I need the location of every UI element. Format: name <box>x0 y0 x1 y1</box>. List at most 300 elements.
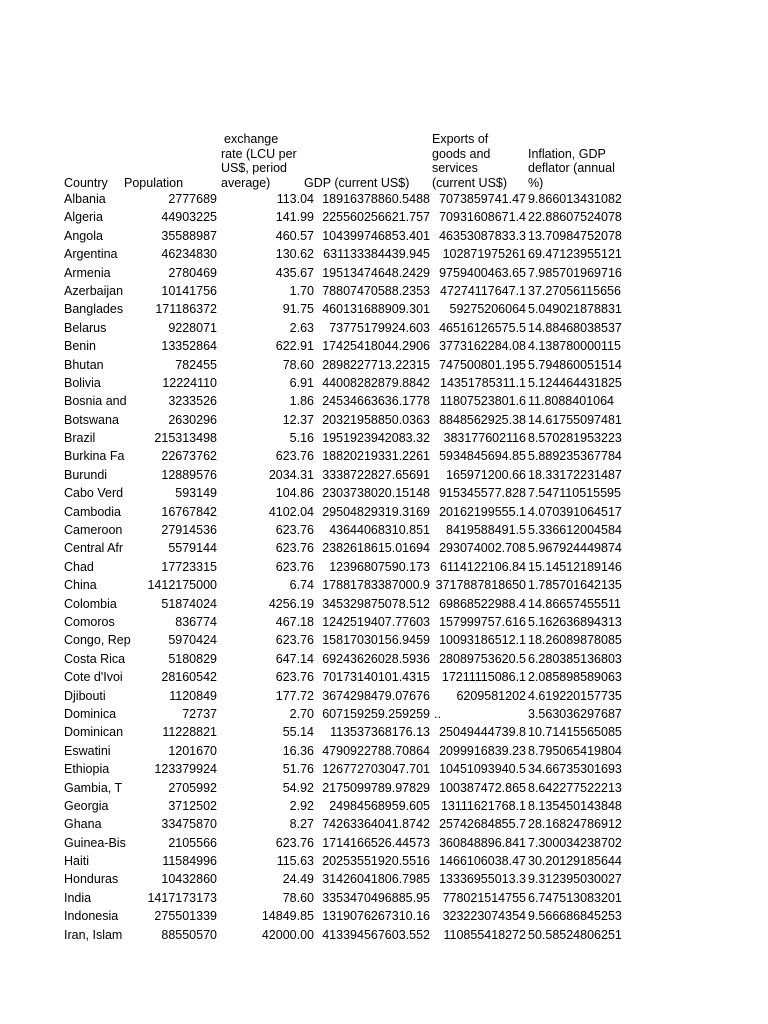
cell-country: Comoros <box>64 614 115 629</box>
cell-population: 2780469 <box>168 265 217 280</box>
cell-gdp: 73775179924.603 <box>329 320 430 335</box>
cell-gdp: 3338722827.65691 <box>322 467 430 482</box>
cell-exchange-rate: 91.75 <box>282 302 314 317</box>
cell-exports: 46516126575.5 <box>439 320 526 335</box>
cell-exchange-rate: 8.27 <box>289 817 314 832</box>
cell-gdp: 24984568959.605 <box>329 798 430 813</box>
cell-country: Chad <box>64 559 94 574</box>
cell-exchange-rate: 55.14 <box>282 725 314 740</box>
cell-population: 11584996 <box>162 854 217 869</box>
cell-country: Albania <box>64 192 106 206</box>
cell-inflation: 30.20129185644 <box>528 854 622 869</box>
cell-exports: 46353087833.3 <box>439 228 526 243</box>
cell-gdp: 43644068310.851 <box>329 523 430 538</box>
cell-gdp: 19513474648.2429 <box>322 265 430 280</box>
cell-gdp: 15817030156.9459 <box>322 633 430 648</box>
cell-inflation: 11.8088401064 <box>528 394 614 409</box>
table-row <box>62 613 628 631</box>
cell-country: Bosnia and <box>64 394 127 409</box>
table-row <box>62 392 628 410</box>
cell-inflation: 14.61755097481 <box>528 412 622 427</box>
cell-gdp: 20321958850.0363 <box>322 412 430 427</box>
cell-population: 5970424 <box>168 633 217 648</box>
cell-exchange-rate: 623.76 <box>275 670 314 685</box>
cell-gdp: 607159259.259259 <box>322 706 430 721</box>
cell-population: 836774 <box>175 614 217 629</box>
cell-gdp: 1319076267310.16 <box>322 909 430 924</box>
cell-inflation: 18.26089878085 <box>528 633 622 648</box>
cell-gdp: 631133384439.945 <box>323 247 430 262</box>
cell-country: Guinea-Bis <box>64 835 126 850</box>
cell-population: 88550570 <box>161 927 217 942</box>
table-row <box>62 760 628 778</box>
cell-inflation: 50.58524806251 <box>528 927 622 942</box>
cell-exchange-rate: 113.04 <box>276 192 314 206</box>
table-row <box>62 300 628 318</box>
cell-country: Botswana <box>64 412 119 427</box>
header-population-label: Population <box>124 175 184 190</box>
cell-country: Eswatini <box>64 743 111 758</box>
cell-population: 44903225 <box>161 210 217 225</box>
cell-exchange-rate: 2.70 <box>289 706 314 721</box>
cell-exports: 5934845694.85 <box>439 449 526 464</box>
cell-country: Cote d'Ivoi <box>64 670 123 685</box>
cell-exports: 1466106038.47 <box>439 854 526 869</box>
cell-exports: 17211115086.1 <box>441 670 526 685</box>
cell-exchange-rate: 12.37 <box>282 412 314 427</box>
cell-country: Azerbaijan <box>64 283 124 298</box>
header-inflation-line: deflator (annual <box>528 161 615 175</box>
cell-population: 28160542 <box>161 670 217 685</box>
cell-country: Bhutan <box>64 357 104 372</box>
cell-exports: 8848562925.38 <box>439 412 526 427</box>
cell-inflation: 7.300034238702 <box>528 835 622 850</box>
header-population <box>124 128 220 190</box>
cell-country: Dominican <box>64 725 124 740</box>
table-row <box>62 282 628 300</box>
cell-gdp: 460131688909.301 <box>322 302 430 317</box>
cell-country: India <box>64 890 92 905</box>
cell-exports: 47274117647.1 <box>440 283 526 298</box>
cell-inflation: 5.336612004584 <box>528 523 622 538</box>
cell-country: Armenia <box>64 265 111 280</box>
cell-exchange-rate: 42000.00 <box>261 927 314 942</box>
table-row <box>62 521 628 539</box>
table-row <box>62 779 628 797</box>
cell-exports: 110855418272 <box>443 927 526 942</box>
cell-exports: 14351785311.1 <box>440 375 526 390</box>
cell-exchange-rate: 1.70 <box>289 283 314 298</box>
table-row <box>62 190 628 208</box>
cell-exchange-rate: 623.76 <box>275 449 314 464</box>
cell-gdp: 29504829319.3169 <box>322 504 430 519</box>
cell-exports: 70931608671.4 <box>439 210 526 225</box>
cell-gdp: 225560256621.757 <box>322 210 430 225</box>
header-exports-line: (current US$) <box>432 175 508 190</box>
cell-gdp: 1714166526.44573 <box>322 835 430 850</box>
cell-exchange-rate: 141.99 <box>275 210 314 225</box>
cell-gdp: 24534663636.1778 <box>322 394 430 409</box>
cell-country: Colombia <box>64 596 117 611</box>
table-row <box>62 926 628 944</box>
cell-country: Angola <box>64 228 103 243</box>
cell-inflation: 8.135450143848 <box>528 798 622 813</box>
cell-population: 593149 <box>175 486 217 501</box>
cell-exchange-rate: 24.49 <box>282 872 314 887</box>
cell-country: Algeria <box>64 210 103 225</box>
header-exports-line: goods and <box>432 146 491 161</box>
table-row <box>62 429 628 447</box>
header-country <box>64 128 124 190</box>
cell-exports: 13111621768.1 <box>440 798 526 813</box>
cell-inflation: 34.66735301693 <box>528 762 622 777</box>
cell-exports: .. <box>434 706 441 721</box>
cell-gdp: 3674298479.07676 <box>322 688 430 703</box>
cell-country: Honduras <box>64 872 119 887</box>
cell-exchange-rate: 4256.19 <box>268 596 314 611</box>
table-row <box>62 907 628 925</box>
table-row <box>62 742 628 760</box>
cell-inflation: 5.794860051514 <box>528 357 622 372</box>
cell-inflation: 6.747513083201 <box>528 890 622 905</box>
table-row <box>62 687 628 705</box>
cell-population: 35588987 <box>161 228 217 243</box>
cell-population: 123379924 <box>154 762 217 777</box>
cell-exchange-rate: 5.16 <box>289 431 314 446</box>
cell-population: 12889576 <box>161 467 217 482</box>
cell-population: 12224110 <box>162 375 217 390</box>
cell-exchange-rate: 2.63 <box>289 320 314 335</box>
cell-population: 10432860 <box>161 872 217 887</box>
cell-exports: 10093186512.1 <box>439 633 526 648</box>
cell-inflation: 4.619220157735 <box>528 688 622 703</box>
cell-exchange-rate: 622.91 <box>275 339 314 354</box>
cell-country: Ghana <box>64 817 102 832</box>
header-inflation-line: Inflation, GDP <box>528 146 606 161</box>
cell-exchange-rate: 435.67 <box>275 265 314 280</box>
cell-exports: 747500801.195 <box>439 357 526 372</box>
cell-country: Indonesia <box>64 909 119 924</box>
cell-exports: 323223074354 <box>442 909 526 924</box>
cell-inflation: 5.049021878831 <box>528 302 622 317</box>
cell-exports: 6209581202 <box>456 688 526 703</box>
cell-population: 72737 <box>182 706 217 721</box>
cell-inflation: 9.566686845253 <box>528 909 622 924</box>
cell-country: Burkina Fa <box>64 449 125 464</box>
header-exchange-rate <box>221 128 311 190</box>
cell-population: 13352864 <box>161 339 217 354</box>
table-row <box>62 337 628 355</box>
cell-gdp: 1951923942083.32 <box>322 431 430 446</box>
cell-gdp: 69243626028.5936 <box>322 651 430 666</box>
cell-exports: 293074002.708 <box>439 541 526 556</box>
cell-inflation: 4.138780000115 <box>528 339 621 354</box>
cell-population: 171186372 <box>155 302 217 317</box>
cell-exchange-rate: 16.36 <box>282 743 314 758</box>
header-gdp-label: GDP (current US$) <box>304 175 410 190</box>
cell-gdp: 113537368176.13 <box>330 725 430 740</box>
cell-exports: 10451093940.5 <box>439 762 526 777</box>
cell-country: Belarus <box>64 320 107 335</box>
cell-country: Brazil <box>64 431 96 446</box>
cell-exports: 69868522988.4 <box>439 596 526 611</box>
cell-gdp: 3353470496885.95 <box>322 890 430 905</box>
cell-country: Cameroon <box>64 523 123 538</box>
table-row <box>62 834 628 852</box>
cell-exports: 360848896.841 <box>439 835 526 850</box>
table-row <box>62 889 628 907</box>
cell-population: 3233526 <box>168 394 217 409</box>
table-row <box>62 227 628 245</box>
cell-inflation: 4.070391064517 <box>528 504 622 519</box>
table-row <box>62 539 628 557</box>
table-row <box>62 447 628 465</box>
cell-country: Haiti <box>64 854 90 869</box>
cell-inflation: 14.86657455511 <box>528 596 621 611</box>
cell-population: 17723315 <box>161 559 217 574</box>
header-gdp <box>304 128 434 190</box>
header-exports-line: Exports of <box>432 132 489 146</box>
cell-exchange-rate: 51.76 <box>282 762 314 777</box>
cell-exports: 7073859741.47 <box>439 192 526 206</box>
cell-inflation: 3.563036297687 <box>528 706 622 721</box>
cell-population: 275501339 <box>154 909 217 924</box>
cell-inflation: 28.16824786912 <box>528 817 622 832</box>
cell-inflation: 5.124464431825 <box>528 375 622 390</box>
table-body <box>62 190 628 944</box>
cell-population: 215313498 <box>154 431 217 446</box>
cell-exports: 157999757.616 <box>439 614 526 629</box>
cell-population: 33475870 <box>161 817 217 832</box>
cell-country: Argentina <box>64 247 118 262</box>
cell-gdp: 2303738020.15148 <box>322 486 430 501</box>
cell-population: 5579144 <box>168 541 217 556</box>
cell-gdp: 17425418044.2906 <box>322 339 430 354</box>
cell-inflation: 10.71415565085 <box>528 725 622 740</box>
table-row <box>62 264 628 282</box>
cell-population: 10141756 <box>161 283 217 298</box>
cell-exports: 25049444739.8 <box>439 725 526 740</box>
cell-country: Cabo Verd <box>64 486 124 501</box>
cell-gdp: 2382618615.01694 <box>322 541 430 556</box>
cell-inflation: 9.312395030027 <box>528 872 622 887</box>
cell-country: Congo, Rep <box>64 633 131 648</box>
cell-exchange-rate: 6.91 <box>289 375 314 390</box>
table-row <box>62 723 628 741</box>
cell-exports: 28089753620.5 <box>439 651 526 666</box>
cell-exports: 778021514755 <box>442 890 526 905</box>
table-row <box>62 356 628 374</box>
cell-gdp: 17881783387000.9 <box>322 578 430 593</box>
table-row <box>62 503 628 521</box>
cell-exports: 20162199555.1 <box>439 504 526 519</box>
table-row <box>62 484 628 502</box>
cell-country: Benin <box>64 339 96 354</box>
cell-exports: 8419588491.5 <box>446 523 526 538</box>
cell-exchange-rate: 1.86 <box>289 394 314 409</box>
cell-country: Bolivia <box>64 375 101 390</box>
cell-gdp: 4790922788.70864 <box>322 743 430 758</box>
table-row <box>62 576 628 594</box>
cell-country: Gambia, T <box>64 780 123 795</box>
cell-exchange-rate: 623.76 <box>275 541 314 556</box>
cell-gdp: 126772703047.701 <box>322 762 430 777</box>
cell-exports: 9759400463.65 <box>439 265 526 280</box>
cell-exports: 25742684855.7 <box>439 817 526 832</box>
header-inflation-line: %) <box>528 175 544 190</box>
cell-country: Ethiopia <box>64 762 110 777</box>
cell-exchange-rate: 78.60 <box>282 890 314 905</box>
cell-inflation: 69.47123955121 <box>528 247 622 262</box>
header-exports <box>432 128 528 190</box>
cell-exports: 100387472.865 <box>439 780 526 795</box>
cell-gdp: 78807470588.2353 <box>322 283 430 298</box>
cell-gdp: 2175099789.97829 <box>322 780 430 795</box>
cell-population: 1201670 <box>168 743 217 758</box>
cell-inflation: 8.795065419804 <box>528 743 622 758</box>
cell-exchange-rate: 460.57 <box>275 228 314 243</box>
table-row <box>62 245 628 263</box>
cell-exports: 165971200.66 <box>446 467 526 482</box>
cell-exports: 6114122106.84 <box>440 559 526 574</box>
cell-exchange-rate: 177.72 <box>275 688 314 703</box>
table-row <box>62 631 628 649</box>
cell-gdp: 413394567603.552 <box>322 927 430 942</box>
cell-gdp: 31426041806.7985 <box>322 872 430 887</box>
cell-inflation: 15.14512189146 <box>528 559 622 574</box>
cell-exports: 11807523801.6 <box>440 394 526 409</box>
cell-population: 27914536 <box>161 523 217 538</box>
cell-population: 1417173173 <box>147 890 217 905</box>
cell-exports: 3717887818650 <box>435 578 526 593</box>
cell-gdp: 70173140101.4315 <box>322 670 430 685</box>
cell-inflation: 6.280385136803 <box>528 651 622 666</box>
cell-country: Burundi <box>64 467 108 482</box>
table-row <box>62 595 628 613</box>
cell-exports: 915345577.828 <box>439 486 526 501</box>
cell-inflation: 8.570281953223 <box>528 431 622 446</box>
table-row <box>62 852 628 870</box>
cell-country: Central Afr <box>64 541 124 556</box>
cell-gdp: 20253551920.5516 <box>322 854 430 869</box>
table-row <box>62 650 628 668</box>
cell-inflation: 22.88607524078 <box>528 210 622 225</box>
cell-country: Banglades <box>64 302 124 317</box>
cell-gdp: 74263364041.8742 <box>322 817 430 832</box>
cell-exports: 13336955013.3 <box>439 872 526 887</box>
cell-exchange-rate: 467.18 <box>275 614 314 629</box>
cell-inflation: 14.88468038537 <box>528 320 622 335</box>
cell-exchange-rate: 6.74 <box>289 578 314 593</box>
header-exchange-rate-line: exchange <box>224 132 279 146</box>
cell-exchange-rate: 4102.04 <box>268 504 314 519</box>
cell-inflation: 8.642277522213 <box>528 780 622 795</box>
cell-population: 46234830 <box>161 247 217 262</box>
cell-exchange-rate: 623.76 <box>275 633 314 648</box>
cell-country: Costa Rica <box>64 651 126 666</box>
cell-country: Djibouti <box>64 688 106 703</box>
cell-inflation: 37.27056115656 <box>528 283 621 298</box>
cell-population: 5180829 <box>168 651 217 666</box>
cell-exchange-rate: 623.76 <box>275 523 314 538</box>
cell-population: 22673762 <box>161 449 217 464</box>
table-row <box>62 411 628 429</box>
table-row <box>62 870 628 888</box>
cell-population: 2705992 <box>168 780 217 795</box>
table-row <box>62 797 628 815</box>
cell-country: Iran, Islam <box>64 927 123 942</box>
table-row <box>62 558 628 576</box>
cell-inflation: 9.866013431082 <box>528 192 622 206</box>
cell-gdp: 18820219331.2261 <box>322 449 430 464</box>
cell-exchange-rate: 14849.85 <box>261 909 314 924</box>
cell-inflation: 5.889235367784 <box>528 449 622 464</box>
cell-population: 11228821 <box>162 725 217 740</box>
cell-exchange-rate: 104.86 <box>275 486 314 501</box>
cell-population: 2105566 <box>168 835 217 850</box>
cell-exchange-rate: 2.92 <box>289 798 314 813</box>
cell-exchange-rate: 647.14 <box>275 651 314 666</box>
header-exchange-rate-line: average) <box>221 175 271 190</box>
cell-population: 2630296 <box>168 412 217 427</box>
cell-exchange-rate: 115.63 <box>276 854 314 869</box>
cell-exports: 3773162284.08 <box>439 339 526 354</box>
cell-population: 782455 <box>175 357 217 372</box>
table-row <box>62 815 628 833</box>
cell-inflation: 2.085898589063 <box>528 670 622 685</box>
cell-exchange-rate: 623.76 <box>275 835 314 850</box>
cell-exports: 102871975261 <box>442 247 526 262</box>
cell-population: 16767842 <box>161 504 217 519</box>
cell-inflation: 1.785701642135 <box>528 578 622 593</box>
table-row <box>62 668 628 686</box>
cell-inflation: 18.33172231487 <box>528 467 622 482</box>
table-row <box>62 208 628 226</box>
cell-gdp: 1242519407.77603 <box>322 614 430 629</box>
cell-exchange-rate: 54.92 <box>282 780 314 795</box>
cell-inflation: 5.162636894313 <box>528 614 622 629</box>
table-row <box>62 705 628 723</box>
table-row <box>62 466 628 484</box>
header-exchange-rate-line: US$, period <box>221 161 288 175</box>
table-row <box>62 319 628 337</box>
cell-inflation: 7.985701969716 <box>528 265 622 280</box>
cell-population: 1412175000 <box>147 578 217 593</box>
cell-exports: 59275206064 <box>449 302 526 317</box>
header-inflation <box>528 128 628 190</box>
cell-gdp: 345329875078.512 <box>322 596 430 611</box>
cell-population: 9228071 <box>168 320 217 335</box>
table-row <box>62 374 628 392</box>
header-exports-line: services <box>432 161 478 175</box>
cell-gdp: 12396807590.173 <box>329 559 430 574</box>
cell-inflation: 7.547110515595 <box>528 486 621 501</box>
cell-gdp: 2898227713.22315 <box>322 357 430 372</box>
cell-exchange-rate: 623.76 <box>275 559 314 574</box>
cell-population: 2777689 <box>168 192 217 206</box>
cell-exchange-rate: 78.60 <box>282 357 314 372</box>
cell-gdp: 104399746853.401 <box>322 228 430 243</box>
header-exchange-rate-line: rate (LCU per <box>221 146 297 161</box>
cell-exports: 2099916839.23 <box>439 743 526 758</box>
cell-exports: 383177602116 <box>443 431 526 446</box>
cell-inflation: 5.967924449874 <box>528 541 622 556</box>
cell-country: Cambodia <box>64 504 121 519</box>
cell-country: China <box>64 578 97 593</box>
header-country-label: Country <box>64 175 108 190</box>
cell-gdp: 18916378860.5488 <box>322 192 430 206</box>
cell-population: 1120849 <box>169 688 217 703</box>
